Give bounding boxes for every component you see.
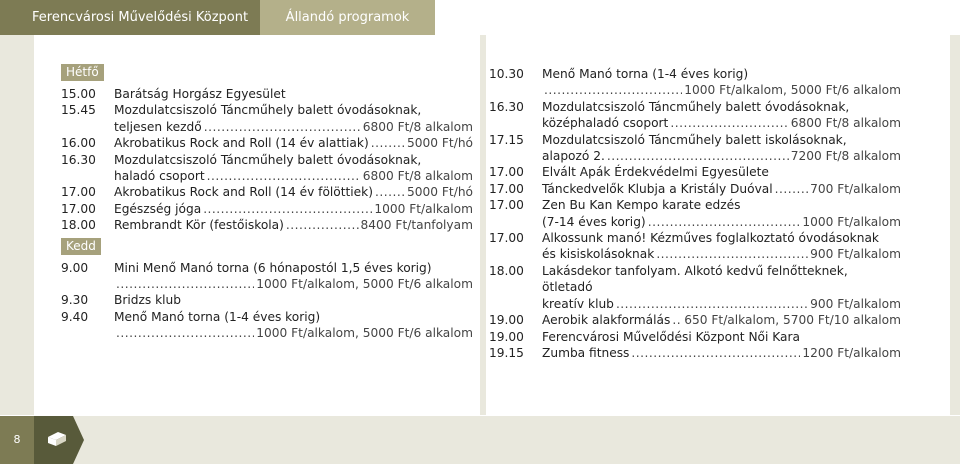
dotted-line xyxy=(114,135,473,151)
leader-dots xyxy=(286,217,359,233)
dotted-line xyxy=(114,325,473,341)
schedule-row xyxy=(61,86,473,102)
price-text: 7200 Ft/8 alkalom xyxy=(790,149,901,164)
schedule-row xyxy=(61,260,473,293)
section-title: Állandó programok xyxy=(260,0,435,35)
time-label: 16.30 xyxy=(489,99,524,114)
right-margin-strip xyxy=(950,35,960,415)
entry-title: Rembrandt Kör (festőiskola) xyxy=(114,218,284,233)
entry-title: Zen Bu Kan Kempo karate edzés xyxy=(542,198,741,213)
entry-body xyxy=(542,230,901,263)
dotted-line xyxy=(114,168,473,184)
price-text: 6800 Ft/8 alkalom xyxy=(790,116,901,131)
time-label: 19.15 xyxy=(489,345,524,360)
day-badge: Kedd xyxy=(61,238,101,255)
price-text: 5000 Ft/hó xyxy=(407,185,473,200)
price-text: 1000 Ft/alkalom xyxy=(374,201,473,216)
schedule-row xyxy=(489,66,901,99)
entry-title: Ferencvárosi Művelődési Központ Női Kara xyxy=(542,329,801,344)
price-text: 650 Ft/alkalom, 5700 Ft/10 alkalom xyxy=(684,313,901,328)
entry-title: Mozdulatcsiszoló Táncműhely balett óvodásoknak, xyxy=(114,152,422,167)
entry-body xyxy=(114,260,473,293)
time-label: 9.00 xyxy=(61,260,89,275)
leader-dots xyxy=(656,246,808,262)
dotted-line xyxy=(542,214,901,230)
leader-dots xyxy=(116,276,254,292)
price-text: 5000 Ft/hó xyxy=(407,136,473,151)
entry-body xyxy=(542,99,901,132)
entry-title: Mozdulatcsiszoló Táncműhely balett óvodásoknak, xyxy=(114,103,422,118)
dotted-line xyxy=(114,201,473,217)
entry-title: Zumba fitness xyxy=(542,345,630,360)
time-label: 9.40 xyxy=(61,309,89,324)
entry-body xyxy=(542,164,901,180)
entry-title: Mozdulatcsiszoló Táncműhely balett óvodásoknak, xyxy=(542,99,850,114)
entry-title: Tánckedvelők Klubja a Kristály Duóval xyxy=(542,181,773,196)
entry-continuation: alapozó 2. xyxy=(542,149,605,164)
schedule-row xyxy=(489,197,901,230)
dotted-line xyxy=(114,184,473,200)
time-label: 17.00 xyxy=(61,185,96,200)
entry-title: Bridzs klub xyxy=(114,293,182,308)
price-text: 1000 Ft/alkalom, 5000 Ft/6 alkalom xyxy=(256,326,473,341)
schedule-row xyxy=(489,345,901,361)
entry-body xyxy=(542,132,901,165)
leader-dots xyxy=(672,312,682,328)
dotted-line xyxy=(542,181,901,197)
entry-title: Alkossunk manó! Kézműves foglalkoztató óvodásoknak xyxy=(542,231,879,246)
price-text: 8400 Ft/tanfolyam xyxy=(360,218,473,233)
day-badge: Hétfő xyxy=(61,64,104,81)
leader-dots xyxy=(371,135,405,151)
schedule-row xyxy=(489,230,901,263)
price-text: 700 Ft/alkalom xyxy=(810,181,901,196)
left-margin-strip xyxy=(0,35,34,415)
price-text: 900 Ft/alkalom xyxy=(810,296,901,311)
time-label: 19.00 xyxy=(489,329,524,344)
schedule-row xyxy=(489,99,901,132)
time-label: 18.00 xyxy=(489,263,524,278)
entry-title: Egészség jóga xyxy=(114,201,202,216)
entry-body xyxy=(114,292,473,308)
dotted-line xyxy=(542,148,901,164)
entry-title: Barátság Horgász Egyesület xyxy=(114,87,286,101)
leader-dots xyxy=(631,345,800,361)
org-title: Ferencvárosi Művelődési Központ xyxy=(0,0,260,35)
leader-dots xyxy=(616,296,808,312)
schedule-row xyxy=(61,184,473,200)
entry-body xyxy=(542,345,901,361)
entry-body xyxy=(114,152,473,185)
entry-title: Elvált Apák Érdekvédelmi Egyesülete xyxy=(542,165,769,180)
time-label: 15.45 xyxy=(61,103,96,118)
entry-title: Lakásdekor tanfolyam. Alkotó kedvű felnőtteknek, ötletadó xyxy=(542,263,848,295)
leader-dots xyxy=(204,119,361,135)
dotted-line xyxy=(542,312,901,328)
time-label: 17.00 xyxy=(489,165,524,180)
page-number: 8 xyxy=(0,416,34,464)
price-text: 1000 Ft/alkalom, 5000 Ft/6 alkalom xyxy=(684,83,901,98)
leader-dots xyxy=(207,168,361,184)
book-logo-icon xyxy=(46,430,68,448)
entry-body xyxy=(114,217,473,233)
dotted-line xyxy=(542,296,901,312)
entry-title: Mini Menő Manó torna (6 hónapostól 1,5 éves korig) xyxy=(114,260,432,275)
right-column xyxy=(489,66,901,361)
time-label: 10.30 xyxy=(489,67,524,81)
schedule-row xyxy=(61,292,473,308)
price-text: 1000 Ft/alkalom xyxy=(802,214,901,229)
entry-body xyxy=(114,201,473,217)
left-column xyxy=(61,64,473,342)
schedule-row xyxy=(61,135,473,151)
price-text: 6800 Ft/8 alkalom xyxy=(362,119,473,134)
price-text: 1000 Ft/alkalom, 5000 Ft/6 alkalom xyxy=(256,277,473,292)
price-text: 900 Ft/alkalom xyxy=(810,247,901,262)
entry-body xyxy=(114,102,473,135)
schedule-row xyxy=(489,263,901,312)
entry-continuation: középhaladó csoport xyxy=(542,116,669,131)
header-bar xyxy=(0,0,960,35)
entry-continuation: és kisiskolásoknak xyxy=(542,247,655,262)
entry-body xyxy=(542,66,901,99)
entry-body xyxy=(114,86,473,102)
time-label: 17.00 xyxy=(61,201,96,216)
footer-bar xyxy=(0,416,960,464)
entry-body xyxy=(542,263,901,312)
dotted-line xyxy=(114,119,473,135)
entry-title: Aerobik alakformálás xyxy=(542,313,671,328)
time-label: 17.00 xyxy=(489,198,524,213)
entry-body xyxy=(114,135,473,151)
entry-title: Mozdulatcsiszoló Táncműhely balett iskolásoknak, xyxy=(542,132,847,147)
dotted-line xyxy=(114,217,473,233)
time-label: 17.15 xyxy=(489,132,524,147)
leader-dots xyxy=(203,201,372,217)
column-divider xyxy=(480,35,486,415)
entry-body xyxy=(114,184,473,200)
entry-continuation: teljesen kezdő xyxy=(114,119,202,134)
schedule-row xyxy=(489,132,901,165)
entry-continuation: haladó csoport xyxy=(114,169,205,184)
leader-dots xyxy=(116,325,254,341)
entry-continuation: (7-14 éves korig) xyxy=(542,214,646,229)
time-label: 19.00 xyxy=(489,313,524,328)
entry-body xyxy=(542,181,901,197)
price-text: 6800 Ft/8 alkalom xyxy=(362,169,473,184)
dotted-line xyxy=(542,246,901,262)
time-label: 18.00 xyxy=(61,218,96,233)
entry-body xyxy=(114,309,473,342)
price-text: 1200 Ft/alkalom xyxy=(802,345,901,360)
entry-body xyxy=(542,197,901,230)
time-label: 16.30 xyxy=(61,152,96,167)
leader-dots xyxy=(775,181,808,197)
entry-title: Menő Manó torna (1-4 éves korig) xyxy=(114,309,321,324)
schedule-row xyxy=(489,164,901,180)
header-spacer xyxy=(435,0,960,35)
leader-dots xyxy=(375,184,405,200)
schedule-row xyxy=(61,201,473,217)
entry-continuation: kreatív klub xyxy=(542,296,614,311)
entry-title: Akrobatikus Rock and Roll (14 év alattiak) xyxy=(114,136,369,151)
schedule-row xyxy=(61,152,473,185)
schedule-row xyxy=(61,309,473,342)
dotted-line xyxy=(542,115,901,131)
entry-body xyxy=(542,329,901,345)
leader-dots xyxy=(670,115,788,131)
time-label: 17.00 xyxy=(489,181,524,196)
time-label: 17.00 xyxy=(489,231,524,246)
leader-dots xyxy=(544,82,682,98)
schedule-row xyxy=(489,312,901,328)
schedule-row xyxy=(61,102,473,135)
schedule-row xyxy=(61,217,473,233)
schedule-row xyxy=(489,329,901,345)
time-label: 15.00 xyxy=(61,87,96,101)
time-label: 16.00 xyxy=(61,136,96,151)
dotted-line xyxy=(542,82,901,98)
entry-title: Akrobatikus Rock and Roll (14 év fölöttiek) xyxy=(114,185,373,200)
time-label: 9.30 xyxy=(61,293,89,308)
schedule-row xyxy=(489,181,901,197)
leader-dots xyxy=(607,148,789,164)
leader-dots xyxy=(648,214,801,230)
entry-body xyxy=(542,312,901,328)
dotted-line xyxy=(542,345,901,361)
dotted-line xyxy=(114,276,473,292)
entry-title: Menő Manó torna (1-4 éves korig) xyxy=(542,67,749,81)
